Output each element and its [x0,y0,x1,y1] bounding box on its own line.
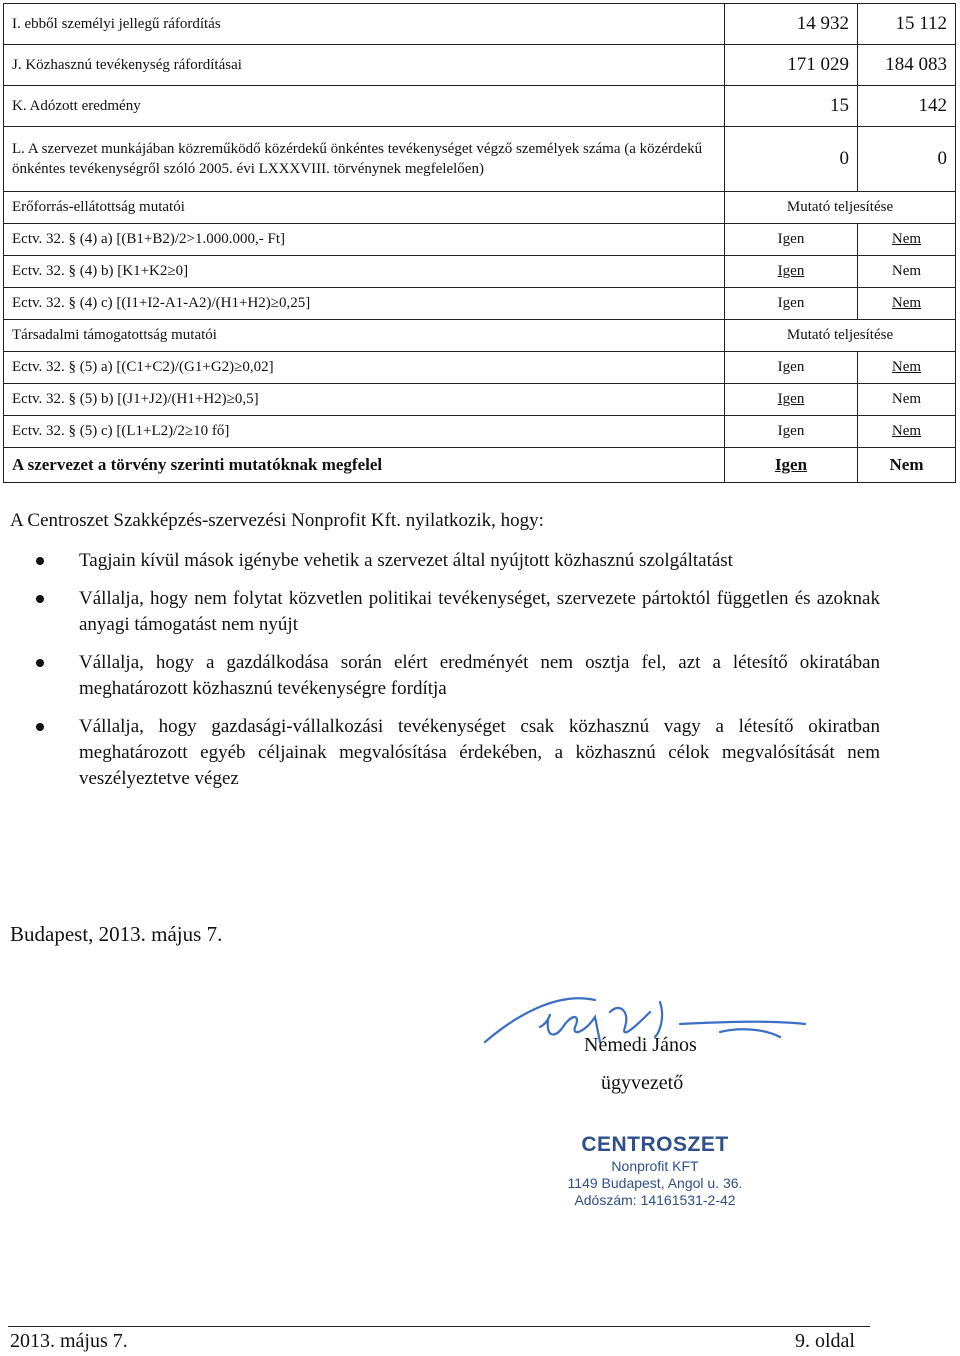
value-prev: 14 932 [725,4,858,45]
footer-date: 2013. május 7. [10,1330,128,1352]
signer-role: ügyvezető [601,1072,684,1094]
value-prev: 15 [725,86,858,127]
section-col-header: Mutató teljesítése [725,320,956,352]
stamp-address: 1149 Budapest, Angol u. 36. [567,1175,743,1191]
declaration-text: Tagjain kívül mások igénybe vehetik a szervezet által nyújtott közhasznú szolgáltatást [79,550,733,571]
answer-no: Nem [858,256,956,288]
answer-no: Nem [858,384,956,416]
indicator-row [4,384,956,416]
indicator-label: Ectv. 32. § (5) a) [(C1+C2)/(G1+G2)≥0,02] [4,352,725,384]
answer-no: Nem [858,416,956,448]
row-label: K. Adózott eredmény [4,86,725,127]
section-header-row [4,320,956,352]
summary-label: A szervezet a törvény szerinti mutatóknak megfelel [4,448,725,483]
list-item [0,650,880,702]
list-item [0,586,880,638]
place-date: Budapest, 2013. május 7. [10,922,223,946]
stamp-taxid: Adószám: 14161531-2-42 [574,1192,736,1208]
table-row [4,4,956,45]
row-label: I. ebből személyi jellegű ráfordítás [4,4,725,45]
table-row [4,86,956,127]
value-curr: 15 112 [858,4,956,45]
stamp-company: CENTROSZET [581,1133,729,1156]
section-title: Társadalmi támogatottság mutatói [4,320,725,352]
section-title: Erőforrás-ellátottság mutatói [4,192,725,224]
bullet-icon [36,723,44,731]
section-col-header: Mutató teljesítése [725,192,956,224]
declaration-text: Vállalja, hogy a gazdálkodása során elért eredményét nem osztja fel, azt a létesítő okiratában meghatározott közhasznú tevékenységre fordítja [79,652,880,699]
indicator-row [4,416,956,448]
answer-yes: Igen [725,224,858,256]
table-row [4,45,956,86]
company-stamp [540,1132,770,1209]
row-label: L. A szervezet munkájában közreműködő közérdekű önkéntes tevékenységet végző személyek száma (a közérdekű önkéntes tevékenységről szóló 2005. évi LXXXVIII. törvénynek megfelelően) [4,127,725,192]
indicator-label: Ectv. 32. § (5) b) [(J1+J2)/(H1+H2)≥0,5] [4,384,725,416]
footer-divider [8,1326,870,1327]
stamp-type: Nonprofit KFT [611,1158,699,1174]
answer-no: Nem [858,352,956,384]
value-curr: 184 083 [858,45,956,86]
value-prev: 171 029 [725,45,858,86]
indicator-row [4,288,956,320]
indicator-row [4,256,956,288]
indicator-label: Ectv. 32. § (4) b) [K1+K2≥0] [4,256,725,288]
declaration-text: Vállalja, hogy nem folytat közvetlen politikai tevékenységet, szervezete pártoktól független és azoknak anyagi támogatást nem nyújt [79,588,880,635]
list-item [0,714,880,792]
indicator-label: Ectv. 32. § (4) a) [(B1+B2)/2>1.000.000,- Ft] [4,224,725,256]
summary-no: Nem [858,448,956,483]
summary-row [4,448,956,483]
page-number: 9. oldal [795,1330,855,1352]
answer-yes: Igen [725,384,858,416]
bullet-icon [36,659,44,667]
value-curr: 0 [858,127,956,192]
section-header-row [4,192,956,224]
answer-yes: Igen [725,416,858,448]
answer-yes: Igen [725,288,858,320]
financial-table [3,3,956,483]
row-label: J. Közhasznú tevékenység ráfordításai [4,45,725,86]
value-curr: 142 [858,86,956,127]
indicator-label: Ectv. 32. § (4) c) [(I1+I2-A1-A2)/(H1+H2)≥0,25] [4,288,725,320]
answer-no: Nem [858,288,956,320]
list-item [0,548,880,574]
indicator-label: Ectv. 32. § (5) c) [(L1+L2)/2≥10 fő] [4,416,725,448]
answer-yes: Igen [725,352,858,384]
bullet-icon [36,557,44,565]
table-row [4,127,956,192]
answer-yes: Igen [725,256,858,288]
declaration-intro: A Centroszet Szakképzés-szervezési Nonprofit Kft. nyilatkozik, hogy: [10,510,544,531]
summary-yes: Igen [725,448,858,483]
declaration-list [0,548,880,804]
signer-name: Némedi János [584,1034,697,1056]
value-prev: 0 [725,127,858,192]
bullet-icon [36,595,44,603]
answer-no: Nem [858,224,956,256]
indicator-row [4,224,956,256]
indicator-row [4,352,956,384]
declaration-text: Vállalja, hogy gazdasági-vállalkozási tevékenységet csak közhasznú vagy a létesítő okiratban meghatározott egyéb céljainak megvalósítása érdekében, a közhasznú célok megvalósítását nem veszélyeztetve végez [79,716,880,789]
